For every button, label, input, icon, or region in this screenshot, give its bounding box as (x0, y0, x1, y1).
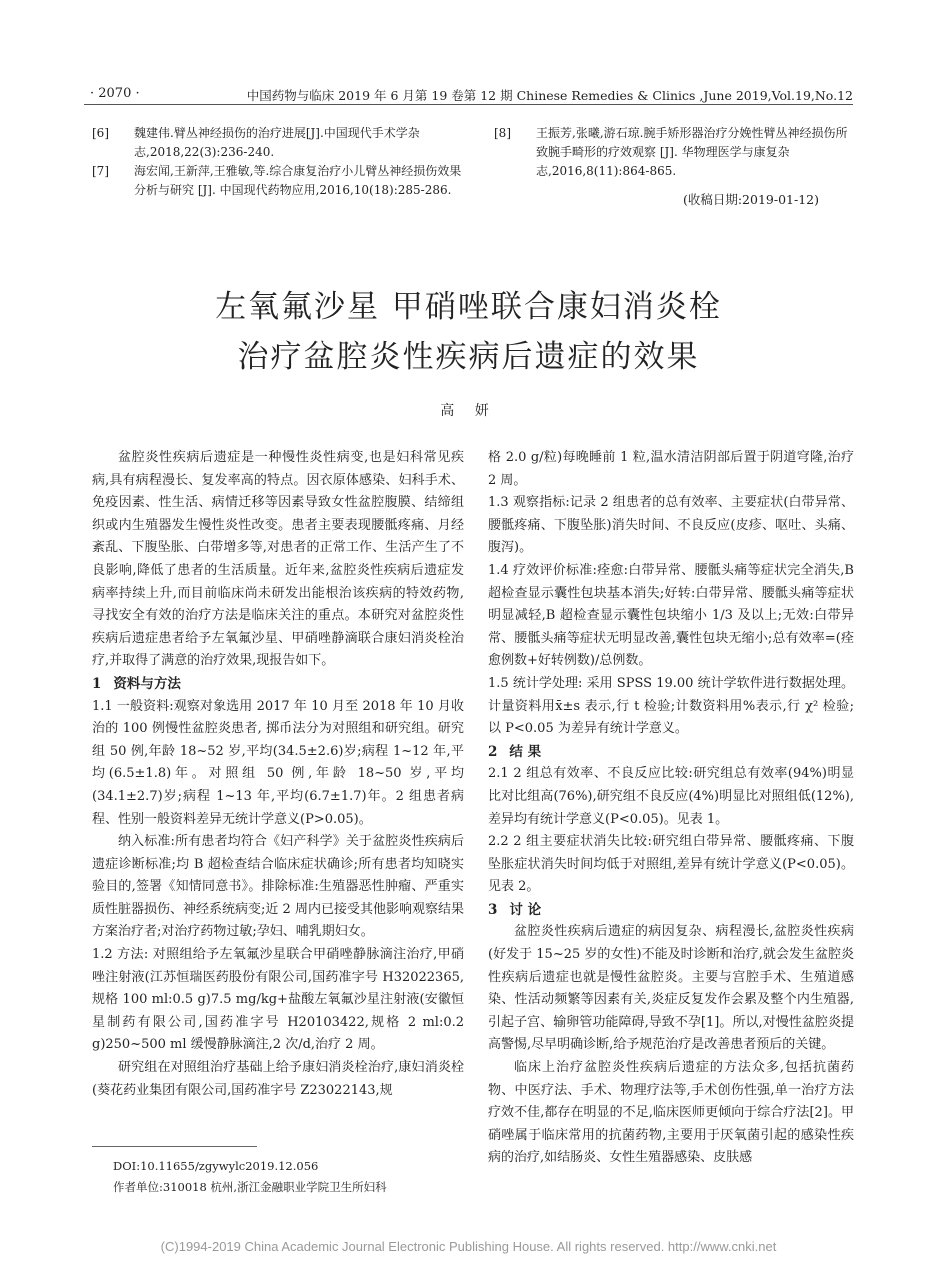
section-number: 2 (488, 743, 498, 760)
article-title (0, 282, 937, 382)
section-heading-results (488, 741, 854, 764)
paragraph-3-2: 临床上治疗盆腔炎性疾病后遗症的方法众多,包括抗菌药物、中医疗法、手术、物理疗法等,手术创伤性强,单一治疗方法疗效不佳,都存在明显的不足,临床医师更倾向于综合疗法[2]。甲硝唑属于临床常用的抗菌药物,主要用于厌氧菌引起的感染性疾病的治疗,如结肠炎、女性生殖器感染、皮肤感 (488, 1060, 854, 1166)
section-title: 讨 论 (509, 901, 542, 918)
references-left (92, 124, 462, 200)
journal-running-head: 中国药物与临床 2019 年 6 月第 19 卷第 12 期 Chinese Remedies & Clinics ,June 2019,Vol.19,No.12 (246, 88, 853, 103)
title-line-2: 治疗盆腔炎性疾病后遗症的效果 (237, 339, 700, 375)
reference-number: [6] (92, 126, 109, 140)
section-title: 资料与方法 (113, 675, 181, 692)
right-column (488, 447, 854, 1170)
section-heading-methods (92, 673, 464, 696)
reference-item (494, 124, 854, 181)
section-heading-discussion (488, 899, 854, 922)
paragraph-2-2: 2.2 2 组主要症状消失比较:研究组白带异常、腰骶疼痛、下腹坠胀症状消失时间均低于对照组,差异有统计学意义(P<0.05)。见表 2。 (488, 834, 854, 895)
paragraph-3-1: 盆腔炎性疾病后遗症的病因复杂、病程漫长,盆腔炎性疾病(好发于 15~25 岁的女性)不能及时诊断和治疗,就会发生盆腔炎性疾病后遗症也就是慢性盆腔炎。主要与宫腔手术、生殖道感染、性活动频繁等因素有关,炎症反复发作会累及整个内生殖器,引起子宫、输卵管功能障碍,导致不孕[1]。所以,对慢性盆腔炎提高警惕,尽早明确诊断,给予规范治疗是改善患者预后的关键。 (488, 924, 854, 1053)
section-number: 1 (92, 675, 102, 692)
footnote-rule (92, 1146, 257, 1147)
received-date: (收稿日期:2019-01-12) (682, 192, 819, 207)
reference-number: [7] (92, 164, 109, 178)
left-column (92, 447, 464, 1102)
paragraph-1-5: 1.5 统计学处理: 采用 SPSS 19.00 统计学软件进行数据处理。计量资料用x̄±s 表示,行 t 检验;计数资料用%表示,行 χ² 检验;以 P<0.05 为差异有统计学意义。 (488, 675, 854, 737)
reference-item (92, 124, 462, 162)
references-right (494, 124, 854, 181)
paragraph-1-2-end: 格 2.0 g/粒)每晚睡前 1 粒,温水清洁阴部后置于阴道穹隆,治疗 2 周。 (488, 450, 854, 488)
reference-number: [8] (494, 126, 511, 140)
author-affiliation: 作者单位:310018 杭州,浙江金融职业学院卫生所妇科 (113, 1180, 387, 1194)
paragraph-1-2-continued: 研究组在对照组治疗基础上给予康妇消炎栓治疗,康妇消炎栓(葵花药业集团有限公司,国药准字号 Z23022143,规 (92, 1060, 464, 1098)
doi: DOI:10.11655/zgywylc2019.12.056 (113, 1159, 319, 1173)
copyright-footer: (C)1994-2019 China Academic Journal Electronic Publishing House. All rights reserved. http://www.cnki.net (160, 1239, 777, 1254)
page-number: · 2070 · (90, 86, 140, 101)
paragraph-1-3: 1.3 观察指标:记录 2 组患者的总有效率、主要症状(白带异常、腰骶疼痛、下腹坠胀)消失时间、不良反应(皮疹、呕吐、头痛、腹泻)。 (488, 495, 854, 556)
reference-text: 海宏闻,王新萍,王雅敏,等.综合康复治疗小儿臂丛神经损伤效果分析与研究 [J]. 中国现代药物应用,2016,10(18):285-286. (134, 164, 462, 197)
header-rule (84, 104, 853, 105)
title-line-1: 左氧氟沙星 甲硝唑联合康妇消炎栓 (215, 289, 722, 325)
author-name: 高 妍 (440, 403, 497, 419)
section-title: 结 果 (509, 743, 542, 760)
paragraph-1-1: 1.1 一般资料:观察对象选用 2017 年 10 月至 2018 年 10 月收治的 100 例慢性盆腔炎患者, 掷币法分为对照组和研究组。研究组 50 例,年龄 18~52 岁,平均(34.5±2.6)岁;病程 1~12 年,平均(6.5±1.8)年。对照组 50 例,年龄 18~50 岁,平均(34.1±2.7)岁;病程 1~13 年,平均(6.7±1.7)年。2 组患者病程、性别一般资料差异无统计学意义(P>0.05)。 (92, 698, 464, 827)
reference-text: 王振芳,张曦,游石琼.腕手矫形器治疗分娩性臂丛神经损伤所致腕手畸形的疗效观察 [J]. 华物理医学与康复杂志,2016,8(11):864-865. (536, 126, 848, 178)
paragraph-1-2: 1.2 方法: 对照组给予左氧氟沙星联合甲硝唑静脉滴注治疗,甲硝唑注射液(江苏恒瑞医药股份有限公司,国药准字号 H32022365,规格 100 ml:0.5 g)7.5 mg/kg+盐酸左氧氟沙星注射液(安徽恒星制药有限公司,国药准字号 H20103422,规格 2 ml:0.2 g)250~500 ml 缓慢静脉滴注,2 次/d,治疗 2 周。 (92, 947, 464, 1053)
reference-item (92, 162, 462, 200)
footnotes (113, 1156, 387, 1198)
paragraph-1-4: 1.4 疗效评价标准:痊愈:白带异常、腰骶头痛等症状完全消失,B 超检查显示囊性包块基本消失;好转:白带异常、腰骶头痛等症状明显减轻,B 超检查显示囊性包块缩小 1/3 及以上;无效:白带异常、腰骶头痛等症状无明显改善,囊性包块无缩小;总有效率=(痊愈例数+好转例数)/总例数。 (488, 562, 854, 669)
intro-paragraph: 盆腔炎性疾病后遗症是一种慢性炎性病变,也是妇科常见疾病,具有病程漫长、复发率高的特点。因衣原体感染、妇科手术、免疫因素、性生活、病情迁移等因素导致女性盆腔腹膜、结缔组织或内生殖器发生慢性炎性改变。患者主要表现腰骶疼痛、月经紊乱、下腹坠胀、白带增多等,对患者的正常工作、生活产生了不良影响,降低了患者的生活质量。近年来,盆腔炎性疾病后遗症发病率持续上升,而目前临床尚未研发出能根治该疾病的特效药物,寻找安全有效的治疗方法是临床关注的重点。本研究对盆腔炎性疾病后遗症患者给予左氧氟沙星、甲硝唑静滴联合康妇消炎栓治疗,并取得了满意的治疗效果,现报告如下。 (92, 450, 464, 669)
paragraph-2-1: 2.1 2 组总有效率、不良反应比较:研究组总有效率(94%)明显比对比组高(76%),研究组不良反应(4%)明显比对照组低(12%),差异均有统计学意义(P<0.05)。见表 1。 (488, 766, 854, 827)
section-number: 3 (488, 901, 498, 918)
reference-text: 魏建伟.臂丛神经损伤的治疗进展[J].中国现代手术学杂志,2018,22(3):236-240. (134, 126, 420, 159)
paragraph-inclusion: 纳入标准:所有患者均符合《妇产科学》关于盆腔炎性疾病后遗症诊断标准;均 B 超检查结合临床症状确诊;所有患者均知晓实验目的,签署《知情同意书》。排除标准:生殖器恶性肿瘤、严重实质性脏器损伤、神经系统病变;近 2 周内已接受其他影响观察结果方案治疗者;对治疗药物过敏;孕妇、哺乳期妇女。 (92, 834, 464, 940)
